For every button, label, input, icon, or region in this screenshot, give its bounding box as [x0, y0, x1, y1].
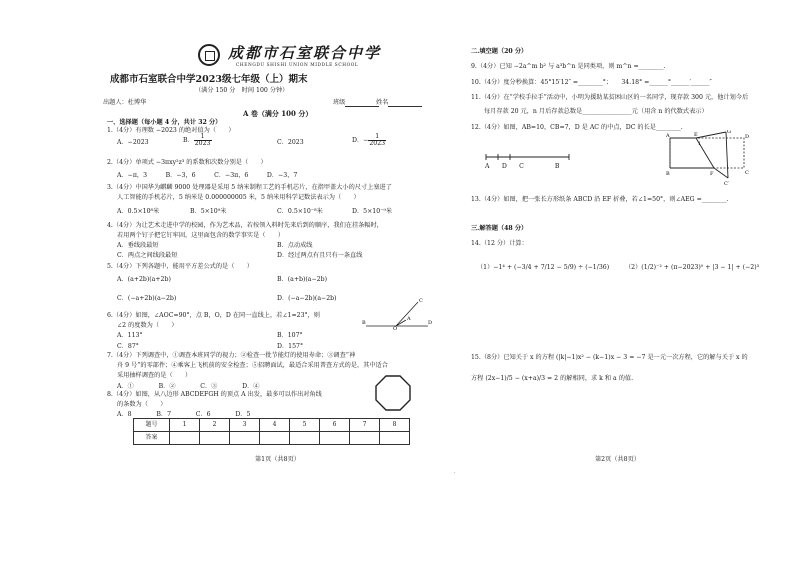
- q15-text-2: 方程 (2x−1)/5 − (x+a)/3 = 2 的解相同，求 k 和 a 的值.: [471, 375, 634, 382]
- q3-option-b: B．5×10⁹米: [190, 208, 227, 215]
- q6-label-d: D: [428, 320, 433, 326]
- answer-cell[interactable]: [320, 432, 350, 445]
- answer-col: 3: [230, 419, 260, 432]
- school-name-cn: 成都市石室联合中学: [228, 44, 382, 62]
- q13-label-angle-1: 1: [698, 142, 701, 147]
- q13-label-b: B: [666, 171, 670, 177]
- q13-label-d: D: [745, 134, 750, 140]
- author: 出题人：杜博华: [103, 99, 147, 106]
- q13-rect-abcd: [670, 138, 744, 168]
- q10-text: 10.（4分）度分秒换算：45°15′12″ =________°； 34.18° =______°______′______″: [471, 79, 712, 86]
- page-footer-1: 第1页（共8页）: [255, 456, 300, 463]
- q6-label-b: B: [362, 320, 366, 326]
- q6-stem-2: ∠2 的度数为（ ）: [117, 322, 178, 329]
- q3-option-a: A．0.5×10⁸米: [117, 208, 160, 215]
- q6-option-a: A．113°: [117, 332, 143, 339]
- name-field[interactable]: [376, 99, 422, 107]
- q4-option-d: D．经过两点有且只有一条直线: [277, 252, 363, 259]
- q3-option-c: C．0.5×10⁻⁸米: [277, 208, 323, 215]
- q4-option-c: C．两点之间线段最短: [117, 252, 178, 259]
- q5-option-a: A．(a+2b)(a+2b): [117, 276, 171, 283]
- q1-option-a: A．−2023: [117, 139, 149, 146]
- q6-option-d: D．157°: [277, 343, 304, 350]
- answer-col: 4: [260, 419, 290, 432]
- q13-label-a: A: [666, 133, 670, 139]
- q9-text: 9.（4分）已知 −2a^m b² 与 a³b^n 是同类项，则 m^n =________.: [471, 63, 666, 70]
- q6-stem-1: 6.（4分）如图，∠AOC=90°，点 B，O，D 在同一直线上，若∠1=23°，则: [107, 312, 320, 319]
- answer-cell[interactable]: [290, 432, 320, 445]
- answer-cell[interactable]: [170, 432, 200, 445]
- q1-option-c: C．2023: [277, 139, 304, 146]
- q5-option-c: C．(−a+2b)(a−2b): [117, 295, 177, 302]
- page-divider-dot: ·: [454, 470, 456, 476]
- q13-label-e: E: [694, 132, 698, 138]
- section-2-title: 二.填空题（20 分）: [471, 48, 528, 55]
- q13-fold-edge-3: [714, 168, 728, 178]
- answer-cell[interactable]: [350, 432, 380, 445]
- answer-col: 7: [350, 419, 380, 432]
- q12-point-labels: A D C B: [485, 163, 560, 170]
- answer-col: 5: [290, 419, 320, 432]
- part-a-title: A 卷（满分 100 分）: [243, 109, 313, 118]
- answer-cell[interactable]: [230, 432, 260, 445]
- q13-label-c: C: [745, 170, 749, 176]
- page-footer-2: 第2页（共8页）: [595, 456, 640, 463]
- q14-stem: 14.（12 分）计算：: [471, 240, 528, 247]
- answer-col: 1: [170, 419, 200, 432]
- q4-stem-2: 若用两个钉子把它钉牢固，这里面包含的数学事实是（ ）: [117, 232, 285, 239]
- answer-col: 6: [320, 419, 350, 432]
- school-name-en: CHENGDU SHISHI UNION MIDDLE SCHOOL: [236, 63, 359, 68]
- q1-option-d: D．− $\frac{1}{2023}$: [352, 133, 386, 148]
- q13-label-f: F: [710, 171, 714, 177]
- q8-stem-1: 8.（4分）如图，从八边形 ABCDEFGH 的顶点 A 出发，最多可以作出对角线: [107, 391, 322, 398]
- q6-ray-oc: [396, 302, 418, 326]
- exam-subtitle: （满分 150 分 时间 100 分钟）: [195, 87, 289, 94]
- q3-option-d: D．5×10⁻⁹米: [352, 208, 393, 215]
- answer-cell[interactable]: [380, 432, 410, 445]
- q1-stem: 1.（4分）有理数 −2023 的绝对值为（ ）: [107, 127, 235, 134]
- q13-label-g: G: [727, 130, 731, 135]
- q6-label-a: A: [407, 316, 411, 322]
- q4-option-a: A．垂线段最短: [117, 242, 159, 249]
- q7-stem-2: 舟 9 号”的零部件；④乘客上飞机前的安全检查；⑤招聘面试，最适合采用普查方式的是，其中适合: [117, 362, 388, 369]
- q6-label-c: C: [419, 298, 423, 304]
- q5-option-d: D．(−a−2b)(a−2b): [277, 295, 337, 302]
- q13-label-c-prime: C′: [724, 181, 729, 187]
- q4-stem-1: 4.（4分）为让艺术走进中学的校园，作为艺术品，若按领入料时先来后到的顺序，我们在挂条幅时，: [107, 222, 383, 229]
- q13-fold-edge-2: [726, 132, 728, 178]
- q11-text-2: 每月存款 20 元，n 月后存款总数是________________元（用含 n 的代数式表示）: [484, 108, 708, 115]
- q6-angle-figure: [362, 296, 434, 332]
- answer-table-head-num: 题号: [134, 419, 170, 432]
- q6-option-b: B．107°: [277, 332, 303, 339]
- q8-options: A．8 B．7 C．6 D．5: [117, 411, 251, 418]
- q15-text-1: 15.（8分）已知关于 x 的方程 (|k|−1)x² − (k−1)x − 3 = −7 是一元一次方程，它的解与关于 x 的: [471, 354, 748, 361]
- q3-stem-2: 人工智能的手机芯片，5 纳米是 0.000000005 米，5 纳米用科学记数法表示为（ ）: [117, 194, 360, 201]
- q13-fold-edge-1: [696, 132, 726, 138]
- q6-label-o: O: [393, 326, 398, 332]
- name-label: 姓名: [376, 99, 389, 106]
- answer-col: 2: [200, 419, 230, 432]
- answer-cell[interactable]: [200, 432, 230, 445]
- q5-option-b: B．(a+b)(a−2b): [277, 276, 327, 283]
- q14-part-1: （1）−1⁴ + (−3/4 + 7/12 − 5/9) ÷ (−1/36): [477, 264, 610, 271]
- q13-fold-figure: [666, 130, 752, 190]
- school-logo-icon: [198, 44, 220, 66]
- q8-octagon-figure: [373, 373, 413, 413]
- q3-stem-1: 3.（4分）中国华为麒麟 9000 处理器是采用 5 纳米制程工艺的手机芯片，在指甲盖大小的尺寸上塞进了: [107, 184, 392, 191]
- section-3-title: 三.解答题（48 分）: [471, 225, 528, 232]
- q8-octagon: [376, 376, 410, 410]
- q11-text-1: 11.（4分）在“学校手拉手”活动中，小明为援助某贫困山区的一名同学，现存款 300 元，他计划今后: [471, 94, 749, 101]
- q7-stem-1: 7.（4分）下列调查中，①调查本班同学的视力；②检查一批节能灯的使用寿命；③调查“神: [107, 352, 356, 359]
- q6-option-c: C．87°: [117, 343, 139, 350]
- exam-title: 成都市石室联合中学2023级七年级（上）期末: [110, 74, 308, 85]
- answer-cell[interactable]: [260, 432, 290, 445]
- class-field[interactable]: [333, 99, 379, 107]
- q7-stem-3: 采用抽样调查的是（ ）: [117, 372, 192, 379]
- q12-text: 12.（4分）如图，AB=10，CB=7，D 是 AC 的中点，DC 的长是________.: [471, 124, 683, 131]
- q2-options: A．−π，3 B．−3，6 C．−3π，6 D．−3，7: [117, 172, 298, 179]
- q5-stem: 5.（4分）下列各题中，能用平方差公式的是（ ）: [107, 263, 253, 270]
- q1-option-b: B． $\frac{1}{2023}$: [183, 133, 211, 148]
- q8-stem-2: 的条数为（ ）: [117, 401, 167, 408]
- section-1-title: 一、选择题（每小题 4 分，共计 32 分）: [107, 119, 222, 126]
- answer-table-head-ans: 答案: [134, 432, 170, 445]
- page-right: [455, 0, 794, 561]
- answer-col: 8: [380, 419, 410, 432]
- class-label: 班级: [333, 99, 346, 106]
- q4-option-b: B．点动成线: [277, 242, 313, 249]
- q14-part-2: （2）(1/2)⁻² + (π−2023)⁰ + |3 − 1| + (−2)³: [625, 264, 760, 271]
- answer-table: [133, 418, 410, 445]
- q13-text: 13.（4分）如图，把一张长方形纸条 ABCD 沿 EF 折叠，若∠1=50°，则∠AEG =________.: [471, 196, 729, 203]
- q2-stem: 2.（4分）单项式 −3πxy²z³ 的系数和次数分别是（ ）: [107, 159, 267, 166]
- q7-options: A．① B．② C．③ D．④: [117, 383, 260, 390]
